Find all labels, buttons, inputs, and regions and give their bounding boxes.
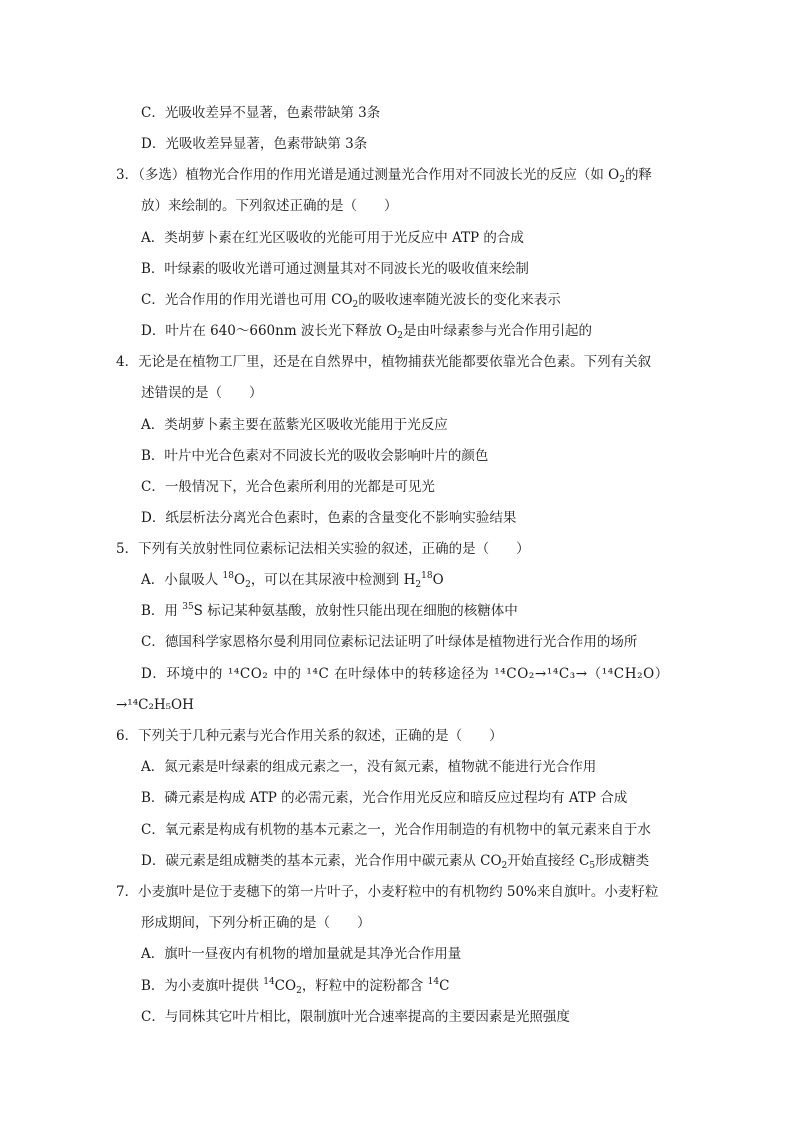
q7-option-a: A．旗叶一昼夜内有机物的增加量就是其净光合作用量 xyxy=(141,946,462,962)
q7-option-b: B．为小麦旗叶提供 $^{14}CO_2$，籽粒中的淀粉都含 $^{14}$C xyxy=(141,977,450,996)
q4-option-a: A．类胡萝卜素主要在蓝紫光区吸收光能用于光反应 xyxy=(141,417,448,433)
q3-option-c: C．光合作用的作用光谱也可用 $CO_2$的吸收速率随光波长的变化来表示 xyxy=(141,292,561,310)
q4-option-d: D．纸层析法分离光合色素时，色素的含量变化不影响实验结果 xyxy=(141,510,517,526)
q6-stem: 6．下列关于几种元素与光合作用关系的叙述，正确的是（ ） xyxy=(116,728,503,744)
q4-stem-line1: 4．无论是在植物工厂里，还是在自然界中，植物捕获光能都要依靠光合色素。下列有关叙 xyxy=(116,354,652,370)
q3-option-a: A．类胡萝卜素在红光区吸收的光能可用于光反应中 ATP 的合成 xyxy=(141,230,524,246)
q3-stem-line1: 3．（多选）植物光合作用的作用光谱是通过测量光合作用对不同波长光的反应（如 $O_2$的释 xyxy=(116,167,652,185)
q2-option-d: D．光吸收差异显著，色素带缺第 3条 xyxy=(141,136,368,152)
q5-option-b: B．用 $^{35}$S 标记某种氨基酸，放射性只能出现在细胞的核糖体中 xyxy=(141,602,518,619)
q3-option-d: D．叶片在 640～660nm 波长光下释放 $O_2$是由叶绿素参与光合作用引起的 xyxy=(141,323,593,341)
q7-stem-line2: 形成期间，下列分析正确的是（ ） xyxy=(141,915,371,931)
q6-option-c: C．氧元素是构成有机物的基本元素之一，光合作用制造的有机物中的氧元素来自于水 xyxy=(141,822,651,838)
q5-option-d-continued: →¹⁴C₂H₅OH xyxy=(116,697,194,713)
q3-stem-line2: 放）来绘制的。下列叙述正确的是（ ） xyxy=(141,198,398,214)
q6-option-d: D．碳元素是组成糖类的基本元素，光合作用中碳元素从 $CO_2$开始直接经 $C_5$形成糖类 xyxy=(141,853,650,871)
q3-option-b: B．叶绿素的吸收光谱可通过测量其对不同波长光的吸收值来绘制 xyxy=(141,261,529,277)
q7-stem-line1: 7．小麦旗叶是位于麦穗下的第一片叶子，小麦籽粒中的有机物约 50%来自旗叶。小麦籽粒 xyxy=(116,884,659,900)
q2-option-c: C．光吸收差异不显著，色素带缺第 3条 xyxy=(141,105,381,121)
q5-option-d: D．环境中的 ¹⁴CO₂ 中的 ¹⁴C 在叶绿体中的转移途径为 ¹⁴CO₂→¹⁴C₃→（¹⁴CH₂O） xyxy=(141,666,669,682)
q5-stem: 5．下列有关放射性同位素标记法相关实验的叙述，正确的是（ ） xyxy=(116,541,530,557)
q5-option-a: A．小鼠吸人 $^{18}O_2$，可以在其尿液中检测到 $H_2^{18}O$ xyxy=(141,571,444,590)
q6-option-a: A．氮元素是叶绿素的组成元素之一，没有氮元素，植物就不能进行光合作用 xyxy=(141,759,597,775)
q4-option-b: B．叶片中光合色素对不同波长光的吸收会影响叶片的颜色 xyxy=(141,448,489,464)
q5-option-c: C．德国科学家恩格尔曼利用同位素标记法证明了叶绿体是植物进行光合作用的场所 xyxy=(141,634,638,650)
q6-option-b: B．磷元素是构成 ATP 的必需元素，光合作用光反应和暗反应过程均有 ATP 合成 xyxy=(141,790,628,806)
q4-option-c: C．一般情况下，光合色素所利用的光都是可见光 xyxy=(141,479,435,495)
q4-stem-line2: 述错误的是（ ） xyxy=(141,385,263,401)
q7-option-c: C．与同株其它叶片相比，限制旗叶光合速率提高的主要因素是光照强度 xyxy=(141,1009,570,1025)
